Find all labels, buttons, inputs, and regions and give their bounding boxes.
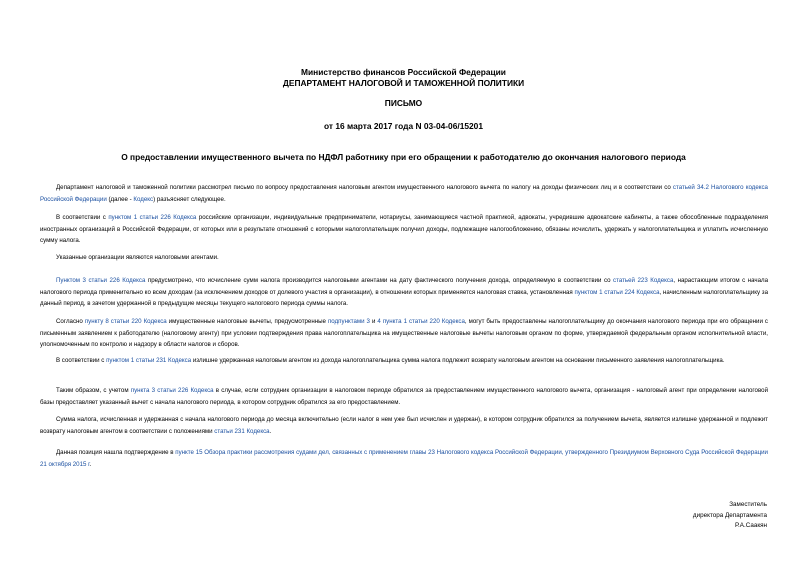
paragraph — [40, 316, 768, 351]
paragraph-text: , нарастающим итогом с начала налогового периода применительно ко всем доходам (за исключением доходов от долевого участия в организации), в отношении которых применяется налоговая ставка, установленная — [40, 277, 768, 296]
paragraph-text: Согласно — [56, 318, 85, 325]
legal-reference-link[interactable]: статьей 34.2 Налогового кодекса Российской Федерации — [40, 184, 768, 203]
paragraph-text: Данная позиция нашла подтверждение в — [56, 449, 176, 456]
document-title: О предоставлении имущественного вычета по НДФЛ работнику при его обращении к работодателю до окончания налогового периода — [121, 152, 686, 162]
paragraph — [40, 414, 768, 437]
legal-reference-link[interactable]: Кодекс — [133, 195, 154, 203]
paragraph-text: Сумма налога, исчисленная и удержанная с начала налогового периода до месяца включительно (если налог в нем уже был исчислен и удержан), в котором сотрудник обратился за получением вычета, является излишне удержанной и подлежит возврату налоговым агентом в соответствии с положениями — [40, 416, 768, 435]
paragraph-text: В соответствии с — [56, 357, 107, 364]
paragraph — [40, 355, 768, 367]
legal-reference-link[interactable]: пунктом 1 статьи 224 Кодекса — [574, 288, 660, 296]
legal-reference-link[interactable]: 4 пункта 1 статьи 220 Кодекса — [377, 318, 465, 325]
paragraph-text: и — [369, 318, 378, 325]
paragraph-text: имущественные налоговые вычеты, предусмотренные — [166, 318, 328, 325]
paragraph — [40, 385, 768, 408]
document-type: ПИСЬМО — [384, 98, 423, 108]
legal-reference-link[interactable]: подпунктами 3 — [327, 318, 370, 325]
paragraph-text: , могут быть предоставлены налогоплательщику до окончания налогового периода при его обращении с письменным заявлением к работодателю (налоговому агенту) при условии подтверждения права налогоплательщика на имущественные налоговые вычеты налоговым органом по форме, утверждаемой федеральным органом исполнительной власти, уполномоченным по контролю и надзору в области налогов и сборов. — [40, 318, 768, 348]
paragraph-text: в случае, если сотрудник организации в налоговом периоде обратился за предоставлением имущественного налогового вычета, организация - налоговый агент при определении налоговой базы предоставляет указанный вычет с начала налогового периода, в котором сотрудник обратился за его предоставлением. — [40, 387, 768, 406]
paragraph — [40, 182, 768, 205]
paragraph — [40, 252, 768, 264]
legal-reference-link[interactable]: пункта 3 статьи 226 Кодекса — [130, 387, 214, 394]
legal-reference-link[interactable]: пунктом 1 статьи 231 Кодекса — [106, 357, 192, 364]
legal-reference-link[interactable]: пунктом 1 статьи 226 Кодекса — [108, 214, 197, 221]
legal-reference-link[interactable]: пункте 15 Обзора практики рассмотрения судами дел, связанных с применением главы 23 Налогового кодекса Российской Федерации, утвержденного Президиумом Верховного Суда Российской Федерации 21 октября 2015 г — [40, 449, 768, 468]
paragraph — [40, 275, 768, 310]
legal-reference-link[interactable]: Пунктом 3 статьи 226 Кодекса — [56, 277, 146, 284]
paragraph-text: Указанные организации являются налоговыми агентами. — [56, 254, 219, 261]
paragraph-text: . — [269, 427, 272, 435]
paragraph-text: , начисленным налогоплательщику за данный период, в зачетом удержанной в предыдущие месяцы текущего налогового периода суммы налога. — [40, 288, 768, 307]
ministry-name: Министерство финансов Российской Федерации — [301, 67, 506, 77]
paragraph-text: . — [89, 460, 92, 468]
legal-reference-link[interactable]: статьи 231 Кодекса — [214, 427, 270, 435]
paragraph-text: В соответствии с — [56, 214, 109, 221]
paragraph — [40, 212, 768, 247]
paragraph-text: (далее - — [106, 195, 134, 203]
paragraph-text: Таким образом, с учетом — [56, 387, 131, 394]
department-name: ДЕПАРТАМЕНТ НАЛОГОВОЙ И ТАМОЖЕННОЙ ПОЛИТИКИ — [282, 78, 525, 88]
paragraph-text: Департамент налоговой и таможенной политики рассмотрел письмо по вопросу предоставления налоговым агентом имущественного налогового вычета по налогу на доходы физических лиц и в соответствии со — [56, 184, 673, 191]
signature-org: директора Департамента — [692, 512, 767, 519]
signature-position: Заместитель — [729, 501, 767, 508]
legal-reference-link[interactable]: пункту 8 статьи 220 Кодекса — [84, 318, 167, 325]
paragraph-text: излишне удержанная налоговым агентом из дохода налогоплательщика сумма налога подлежит возврату налоговым агентом на основании письменного заявления налогоплательщика. — [191, 357, 725, 364]
signature-name: Р.А.Саакян — [735, 522, 767, 529]
document-date-number: от 16 марта 2017 года N 03-04-06/15201 — [324, 121, 483, 131]
legal-reference-link[interactable]: статьей 223 Кодекса — [613, 277, 674, 284]
paragraph-text: ) разъясняет следующее. — [153, 195, 226, 203]
paragraph-text: российские организации, индивидуальные предприниматели, нотариусы, занимающиеся частной практикой, адвокаты, учредившие адвокатские кабинеты, а также обособленные подразделения иностранных организаций в Российской Федерации, от которых или в результате отношений с которыми налогоплательщик получил доходы, подлежащие налогообложению, обязаны исчислить, удержать у налогоплательщика и уплатить исчисленную сумму налога. — [40, 214, 768, 244]
paragraph — [40, 447, 768, 470]
paragraph-text: предусмотрено, что исчисление сумм налога производится налоговыми агентами на дату фактического получения дохода, определяемую в соответствии со — [145, 277, 614, 284]
